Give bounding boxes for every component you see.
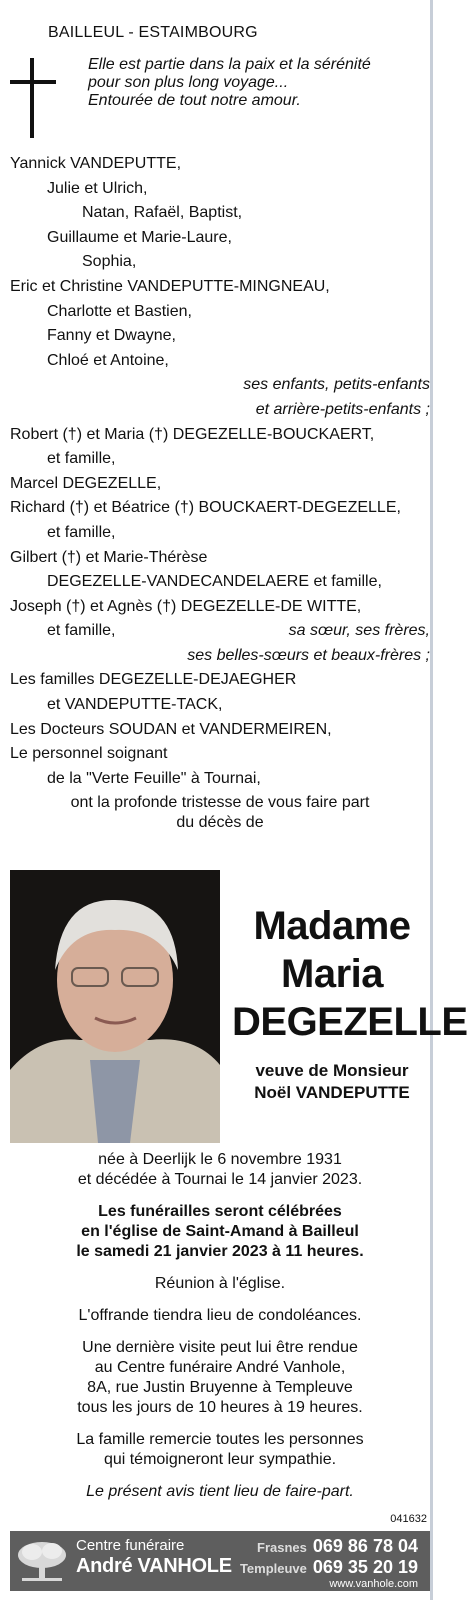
phone-number: 069 86 78 04: [312, 1536, 418, 1556]
funeral-line: Les funérailles seront célébrées: [98, 1203, 342, 1220]
family-line: Sophia,: [82, 253, 137, 271]
thanks-line: La famille remercie toutes les personnes: [76, 1431, 364, 1448]
deceased-name: [232, 902, 468, 1046]
family-line: Marcel DEGEZELLE,: [10, 474, 162, 492]
website-link[interactable]: www.vanhole.com: [329, 1578, 418, 1590]
relationship-line: ses belles-sœurs et beaux-frères ;: [187, 646, 430, 664]
widow-line: Noël VANDEPUTTE: [254, 1083, 410, 1102]
widow-line: veuve de Monsieur: [255, 1061, 409, 1080]
funeral-line: en l'église de Saint-Amand à Bailleul: [81, 1223, 359, 1240]
funeral-home-label: Centre funéraire: [76, 1537, 185, 1554]
family-line: Eric et Christine VANDEPUTTE-MINGNEAU,: [10, 277, 330, 295]
family-line-with-relationship: [10, 619, 430, 644]
funeral-home-banner: [10, 1531, 430, 1591]
announcement-line: du décès de: [176, 814, 264, 832]
visit-line: Une dernière visite peut lui être rendue: [82, 1339, 358, 1356]
family-line: Gilbert (†) et Marie-Thérèse: [10, 548, 208, 566]
epitaph-line: pour son plus long voyage...: [88, 74, 289, 91]
phone-frasnes: [257, 1536, 418, 1557]
offering-line: L'offrande tiendra lieu de condoléances.: [78, 1307, 362, 1324]
family-line: Julie et Ulrich,: [47, 179, 148, 197]
family-line: Joseph (†) et Agnès (†) DEGEZELLE-DE WITTE,: [10, 597, 362, 615]
family-list: [10, 152, 430, 836]
reunion-line: Réunion à l'église.: [154, 1275, 286, 1292]
location-header: BAILLEUL - ESTAIMBOURG: [48, 24, 258, 41]
reference-number: 041632: [390, 1513, 427, 1525]
family-line: Le personnel soignant: [10, 745, 168, 763]
phone-city: Templeuve: [239, 1561, 307, 1576]
tree-logo-icon: [16, 1539, 68, 1583]
phone-city: Frasnes: [257, 1540, 307, 1555]
relationship-line: ses enfants, petits-enfants: [243, 376, 430, 394]
epitaph-line: Elle est partie dans la paix et la sérénité: [88, 56, 371, 73]
funeral-details: [10, 1150, 430, 1502]
notice-line: Le présent avis tient lieu de faire-part.: [86, 1483, 354, 1500]
family-line: Guillaume et Marie-Laure,: [47, 228, 232, 246]
family-line: Chloé et Antoine,: [47, 351, 169, 369]
family-line: et famille,: [47, 622, 116, 640]
family-line: Richard (†) et Béatrice (†) BOUCKAERT-DEGEZELLE,: [10, 499, 401, 517]
deceased-first-name: Maria: [281, 952, 383, 996]
page-border: [430, 0, 433, 1600]
relationship-line: sa sœur, ses frères,: [288, 622, 430, 640]
family-line: Yannick VANDEPUTTE,: [10, 155, 182, 172]
family-line: et famille,: [47, 450, 116, 468]
cross-icon: [10, 58, 56, 138]
portrait-photo: [10, 870, 220, 1143]
family-line: et famille,: [47, 523, 116, 541]
family-line: Charlotte et Bastien,: [47, 302, 192, 320]
epitaph-line: Entourée de tout notre amour.: [88, 92, 301, 109]
family-line: Natan, Rafaël, Baptist,: [82, 204, 243, 222]
deceased-title: Madame: [253, 904, 411, 948]
visit-line: 8A, rue Justin Bruyenne à Templeuve: [87, 1379, 353, 1396]
family-line: Fanny et Dwayne,: [47, 327, 176, 345]
relationship-line: et arrière-petits-enfants ;: [255, 400, 430, 418]
visit-line: tous les jours de 10 heures à 19 heures.: [77, 1399, 363, 1416]
family-line: et VANDEPUTTE-TACK,: [47, 696, 223, 714]
phone-templeuve: [240, 1557, 418, 1578]
birth-line: née à Deerlijk le 6 novembre 1931: [98, 1151, 342, 1168]
family-line: Robert (†) et Maria (†) DEGEZELLE-BOUCKAERT,: [10, 425, 375, 443]
funeral-home-name: André VANHOLE: [76, 1555, 232, 1577]
funeral-line: le samedi 21 janvier 2023 à 11 heures.: [76, 1243, 364, 1260]
family-line: Les familles DEGEZELLE-DEJAEGHER: [10, 671, 297, 689]
family-line: de la "Verte Feuille" à Tournai,: [47, 769, 261, 787]
announcement-line: ont la profonde tristesse de vous faire part: [70, 794, 370, 812]
death-line: et décédée à Tournai le 14 janvier 2023.: [77, 1171, 363, 1188]
family-line: DEGEZELLE-VANDECANDELAERE et famille,: [47, 573, 382, 591]
epitaph: [88, 56, 428, 110]
widow-of: [232, 1060, 432, 1104]
thanks-line: qui témoigneront leur sympathie.: [103, 1451, 337, 1468]
family-line: Les Docteurs SOUDAN et VANDERMEIREN,: [10, 720, 332, 738]
visit-line: au Centre funéraire André Vanhole,: [94, 1359, 346, 1376]
phone-number: 069 35 20 19: [312, 1557, 418, 1577]
deceased-last-name: DEGEZELLE: [232, 1000, 468, 1044]
